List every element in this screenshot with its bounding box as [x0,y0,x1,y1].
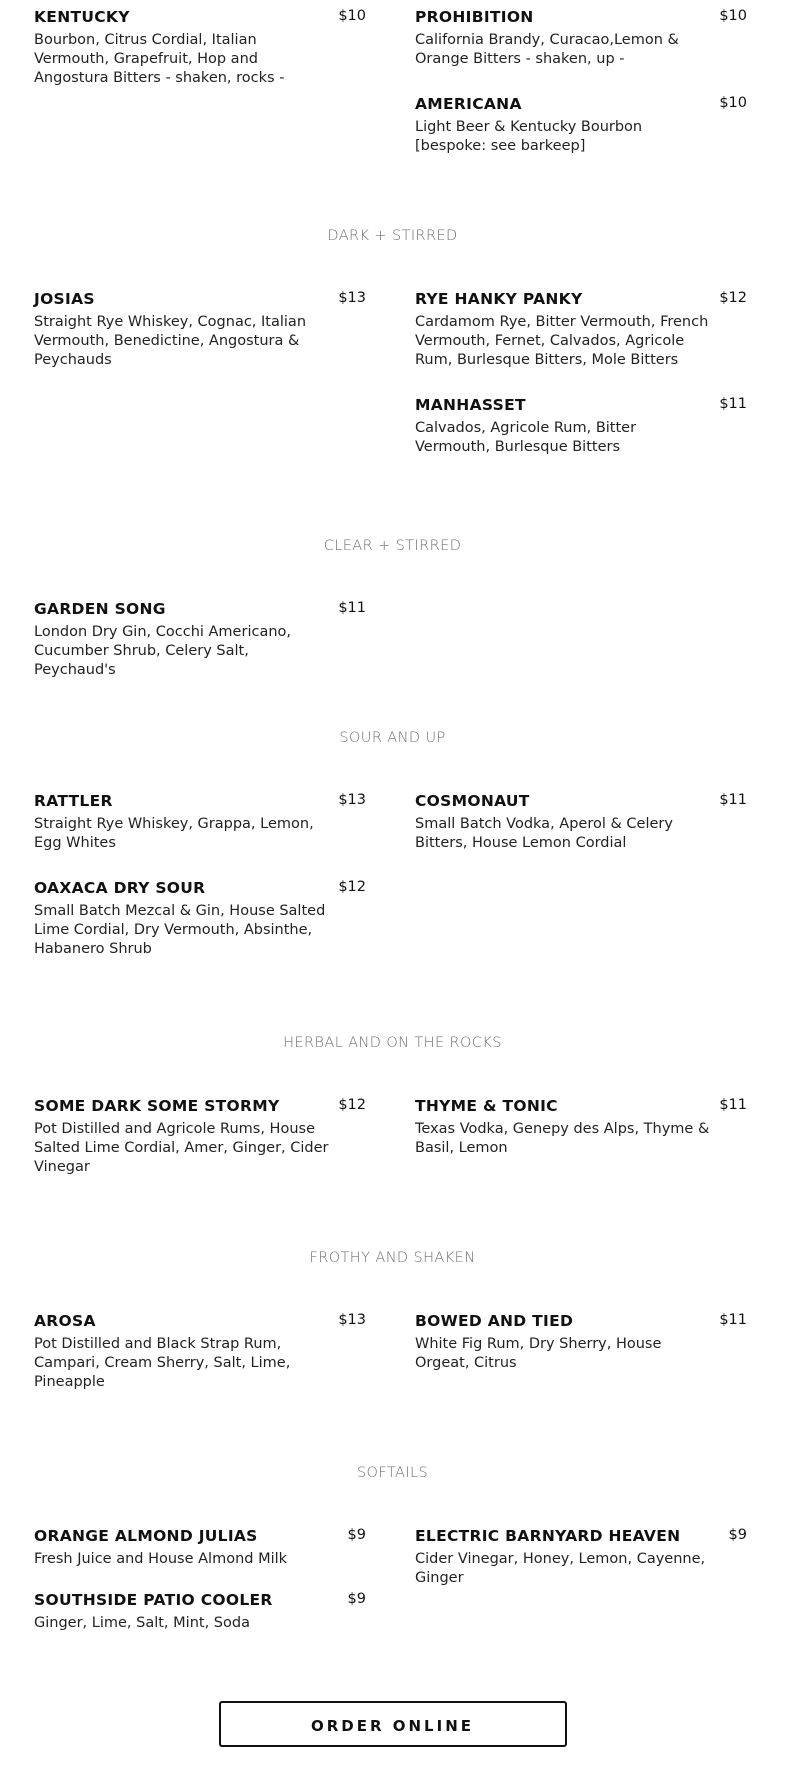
item-name: RYE HANKY PANKY [415,290,583,308]
item-price: $11 [719,1097,747,1113]
section-title: DARK + STIRRED [327,228,458,244]
item-price: $12 [338,1097,366,1113]
item-description: Bourbon, Citrus Cordial, Italian Vermouth, Grapefruit, Hop and Angostura Bitters - shaken, rocks - [34,32,285,86]
section-title: HERBAL AND ON THE ROCKS [283,1035,502,1051]
item-price: $12 [719,290,747,306]
item-name: AROSA [34,1312,96,1330]
item-name: PROHIBITION [415,8,534,26]
item-price: $9 [728,1527,747,1543]
menu-column-left [34,290,370,538]
menu-column-right [415,600,751,730]
item-description: Pot Distilled and Agricole Rums, House Salted Lime Cordial, Amer, Ginger, Cider Vinegar [34,1121,329,1175]
menu-column-right [415,792,751,1035]
item-price: $13 [338,290,366,306]
menu-item [34,8,370,88]
menu-section [0,0,785,194]
item-price: $13 [338,792,366,808]
order-online-button[interactable]: ORDER ONLINE [219,1701,567,1747]
menu-column-left [34,1527,370,1701]
menu-section [0,792,785,1035]
item-name: MANHASSET [415,396,526,414]
item-description: California Brandy, Curacao,Lemon & Orange Bitters - shaken, up - [415,32,679,67]
menu-item [415,792,751,853]
menu-section [0,1097,785,1250]
menu-section [0,1527,785,1701]
menu-item [415,290,751,370]
menu-column-right [415,290,751,538]
item-name: THYME & TONIC [415,1097,558,1115]
menu-item [415,1527,751,1588]
section-title: SOFTAILS [356,1465,429,1481]
menu-item [415,1097,751,1158]
section-title: FROTHY AND SHAKEN [309,1250,476,1266]
item-name: SOME DARK SOME STORMY [34,1097,280,1115]
item-description: Light Beer & Kentucky Bourbon [bespoke: see barkeep] [415,119,643,154]
menu-column-left [34,792,370,1035]
item-name: GARDEN SONG [34,600,166,618]
menu-column-left [34,1312,370,1465]
item-name: COSMONAUT [415,792,530,810]
menu-column-right [415,1097,751,1250]
item-description: London Dry Gin, Cocchi Americano, Cucumber Shrub, Celery Salt, Peychaud's [34,624,291,678]
item-price: $11 [338,600,366,616]
item-name: KENTUCKY [34,8,130,26]
menu-column-left [34,600,370,730]
menu-item [34,792,370,853]
item-description: Texas Vodka, Genepy des Alps, Thyme & Basil, Lemon [415,1121,710,1156]
item-description: Calvados, Agricole Rum, Bitter Vermouth, Burlesque Bitters [415,420,637,455]
item-name: AMERICANA [415,95,522,113]
item-description: Small Batch Vodka, Aperol & Celery Bitters, House Lemon Cordial [415,816,673,851]
menu-item [34,600,370,680]
menu-item [34,1527,370,1569]
item-price: $11 [719,1312,747,1328]
item-description: Cider Vinegar, Honey, Lemon, Cayenne, Ginger [415,1551,706,1586]
menu-item [34,1312,370,1392]
menu-item [415,95,751,156]
menu-item [34,290,370,370]
menu-column-right [415,8,751,194]
menu-column-right [415,1527,751,1701]
item-description: Cardamom Rye, Bitter Vermouth, French Vermouth, Fernet, Calvados, Agricole Rum, Burlesque Bitters, Mole Bitters [415,314,709,368]
item-description: Straight Rye Whiskey, Grappa, Lemon, Egg Whites [34,816,314,851]
menu-item [34,879,370,959]
item-name: RATTLER [34,792,113,810]
item-price: $10 [719,8,747,24]
item-price: $10 [719,95,747,111]
menu-column-left [34,8,370,194]
item-description: White Fig Rum, Dry Sherry, House Orgeat, Citrus [415,1336,662,1371]
item-name: JOSIAS [34,290,95,308]
menu-section [0,1312,785,1465]
menu-item [34,1591,370,1633]
item-price: $9 [347,1527,366,1543]
menu-column-right [415,1312,751,1465]
section-title: CLEAR + STIRRED [323,538,462,554]
item-description: Fresh Juice and House Almond Milk [34,1551,288,1567]
item-description: Straight Rye Whiskey, Cognac, Italian Vermouth, Benedictine, Angostura & Peychauds [34,314,307,368]
item-description: Pot Distilled and Black Strap Rum, Campari, Cream Sherry, Salt, Lime, Pineapple [34,1336,291,1390]
item-price: $9 [347,1591,366,1607]
menu-column-left [34,1097,370,1250]
item-description: Small Batch Mezcal & Gin, House Salted Lime Cordial, Dry Vermouth, Absinthe, Habanero Shrub [34,903,326,957]
item-name: BOWED AND TIED [415,1312,574,1330]
order-online-container [0,1701,785,1747]
item-name: ELECTRIC BARNYARD HEAVEN [415,1527,681,1545]
menu-section [0,600,785,730]
menu-item [415,1312,751,1373]
menu-item [34,1097,370,1177]
item-name: SOUTHSIDE PATIO COOLER [34,1591,273,1609]
menu-section [0,290,785,538]
item-price: $11 [719,396,747,412]
item-name: OAXACA DRY SOUR [34,879,206,897]
item-price: $12 [338,879,366,895]
item-price: $11 [719,792,747,808]
section-title: SOUR AND UP [339,730,446,746]
item-price: $13 [338,1312,366,1328]
item-price: $10 [338,8,366,24]
menu-item [415,8,751,69]
item-description: Ginger, Lime, Salt, Mint, Soda [34,1615,250,1631]
item-name: ORANGE ALMOND JULIAS [34,1527,258,1545]
menu-item [415,396,751,457]
